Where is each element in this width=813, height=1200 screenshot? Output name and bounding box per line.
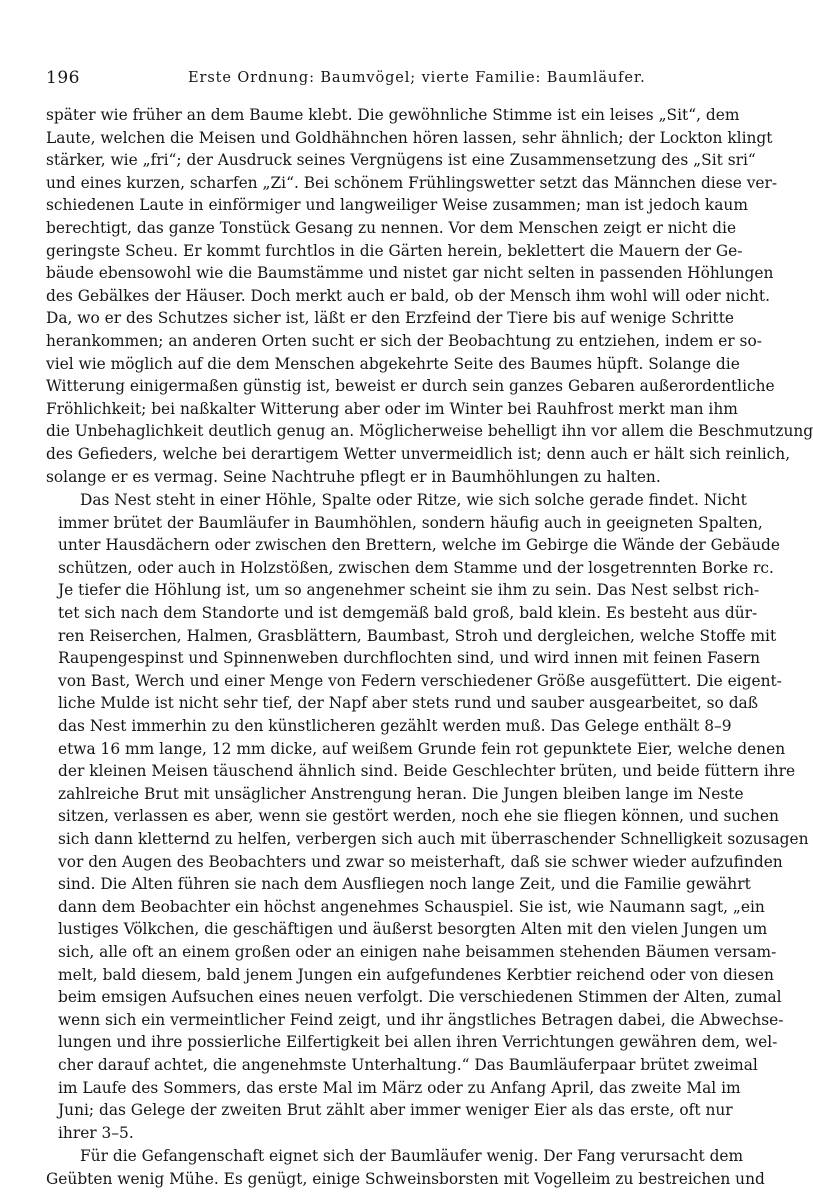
text-line: der kleinen Meisen täuschend ähnlich sind. Beide Geschlechter brüten, und beide füttern ihre bbox=[58, 762, 796, 781]
text-line: lustiges Völkchen, die geschäftigen und äußerst besorgten Alten mit den vielen Jungen um bbox=[58, 920, 768, 939]
text-line: später wie früher an dem Baume klebt. Die gewöhnliche Stimme ist ein leises „Sit“, dem bbox=[46, 106, 740, 124]
text-line: etwa 16 mm lange, 12 mm dicke, auf weißem Grunde fein rot gepunktete Eier, welche denen bbox=[58, 739, 786, 758]
text-line: Fröhlichkeit; bei naßkalter Witterung aber oder im Winter bei Rauhfrost merkt man ihm bbox=[46, 399, 738, 418]
text-line: beim emsigen Aufsuchen eines neuen verfolgt. Die verschiedenen Stimmen der Alten, zumal bbox=[58, 988, 782, 1007]
text-line: stärker, wie „fri“; der Ausdruck seines Vergnügens ist eine Zusammensetzung des „Sit sri“ bbox=[46, 151, 756, 170]
body-text bbox=[46, 104, 813, 1191]
text-line: des Gebälkes der Häuser. Doch merkt auch er bald, ob der Mensch ihm wohl will oder nicht. bbox=[46, 286, 771, 305]
text-line: von Bast, Werch und einer Menge von Federn verschiedener Größe ausgefüttert. Die eigent- bbox=[58, 671, 782, 690]
text-line: das Nest immerhin zu den künstlicheren gezählt werden muß. Das Gelege enthält 8–9 bbox=[58, 717, 732, 736]
text-line: schützen, oder auch in Holzstößen, zwischen dem Stamme und der losgetrennten Borke rc. bbox=[58, 558, 774, 577]
text-line: wenn sich ein vermeintlicher Feind zeigt, und ihr ängstliches Betragen dabei, die Abwechse- bbox=[58, 1010, 784, 1029]
text-line: Geübten wenig Mühe. Es genügt, einige Schweinsborsten mit Vogelleim zu bestreichen und bbox=[46, 1169, 765, 1188]
text-line: unter Hausdächern oder zwischen den Brettern, welche im Gebirge die Wände der Gebäude bbox=[58, 536, 780, 555]
text-line: vor den Augen des Beobachters und zwar so meisterhaft, daß sie schwer wieder aufzufinden bbox=[58, 852, 783, 871]
text-line: Für die Gefangenschaft eignet sich der Baumläufer wenig. Der Fang verursacht dem bbox=[80, 1147, 744, 1166]
text-line: cher darauf achtet, die angenehmste Unterhaltung.“ Das Baumläuferpaar brütet zweimal bbox=[58, 1055, 758, 1074]
paragraph-3 bbox=[46, 1145, 765, 1190]
text-line: ren Reiserchen, Halmen, Grasblättern, Baumbast, Stroh und dergleichen, welche Stoffe mit bbox=[58, 626, 777, 645]
paragraph-1 bbox=[46, 104, 813, 488]
text-line: lungen und ihre possierliche Eilfertigkeit bei allen ihren Verrichtungen gewähren dem, wel- bbox=[58, 1033, 778, 1052]
text-line: bäude ebensowohl wie die Baumstämme und nistet gar nicht selten in passenden Höhlungen bbox=[46, 264, 774, 283]
text-line: und eines kurzen, scharfen „Zi“. Bei schönem Frühlingswetter setzt das Männchen diese ver- bbox=[46, 173, 778, 192]
text-line: des Gefieders, welche bei derartigem Wetter unvermeidlich ist; denn auch er hält sich reinlich, bbox=[46, 444, 791, 463]
text-line: Raupengespinst und Spinnenweben durchflochten sind, und wird innen mit feinen Fasern bbox=[58, 649, 761, 668]
text-line: zahlreiche Brut mit unsäglicher Anstrengung heran. Die Jungen bleiben lange im Neste bbox=[58, 784, 744, 803]
text-line: melt, bald diesem, bald jenem Jungen ein aufgefundenes Kerbtier reichend oder von diesen bbox=[58, 965, 774, 984]
text-line: sitzen, verlassen es aber, wenn sie gestört werden, noch ehe sie fliegen können, und suchen bbox=[58, 807, 779, 826]
text-line: Je tiefer die Höhlung ist, um so angenehmer scheint sie ihm zu sein. Das Nest selbst rich- bbox=[58, 581, 760, 600]
text-line: dann dem Beobachter ein höchst angenehmes Schauspiel. Sie ist, wie Naumann sagt, „ein bbox=[58, 897, 765, 916]
text-line: sich, alle oft an einem großen oder an einigen nahe beisammen stehenden Bäumen versam- bbox=[58, 942, 777, 961]
text-line: Da, wo er des Schutzes sicher ist, läßt er den Erzfeind der Tiere bis auf wenige Schritte bbox=[46, 309, 734, 328]
text-line: berechtigt, das ganze Tonstück Gesang zu nennen. Vor dem Menschen zeigt er nicht die bbox=[46, 218, 737, 237]
text-line: Das Nest steht in einer Höhle, Spalte oder Ritze, wie sich solche gerade findet. Nicht bbox=[80, 491, 747, 510]
text-line: liche Mulde ist nicht sehr tief, der Napf aber stets rund und sauber ausgearbeitet, so daß bbox=[58, 694, 759, 713]
paragraph-2 bbox=[46, 489, 809, 1144]
text-line: im Laufe des Sommers, das erste Mal im März oder zu Anfang April, das zweite Mal im bbox=[58, 1078, 741, 1097]
page-header bbox=[46, 66, 710, 90]
text-line: die Unbehaglichkeit deutlich genug an. Möglicherweise behelligt ihn vor allem die Beschmutzung bbox=[46, 422, 813, 441]
text-line: immer brütet der Baumläufer in Baumhöhlen, sondern häufig auch in geeigneten Spalten, bbox=[58, 513, 763, 532]
text-line: solange er es vermag. Seine Nachtruhe pflegt er in Baumhöhlungen zu halten. bbox=[46, 467, 661, 486]
running-head: Erste Ordnung: Baumvögel; vierte Familie: Baumläufer. bbox=[188, 70, 646, 86]
text-line: ihrer 3–5. bbox=[58, 1123, 134, 1142]
text-line: herankommen; an anderen Orten sucht er sich der Beobachtung zu entziehen, indem er so- bbox=[46, 331, 762, 350]
text-line: Laute, welchen die Meisen und Goldhähnchen hören lassen, sehr ähnlich; der Lockton klingt bbox=[46, 128, 773, 147]
page-number: 196 bbox=[46, 68, 80, 88]
text-line: sich dann kletternd zu helfen, verbergen sich auch mit überraschender Schnelligkeit sozusagen bbox=[58, 830, 809, 848]
text-line: schiedenen Laute in einförmiger und langweiliger Weise zusammen; man ist jedoch kaum bbox=[46, 196, 748, 215]
text-line: Witterung einigermaßen günstig ist, beweist er durch sein ganzes Gebaren außerordentliche bbox=[46, 377, 775, 396]
text-line: sind. Die Alten führen sie nach dem Ausfliegen noch lange Zeit, und die Familie gewährt bbox=[58, 875, 751, 894]
text-line: viel wie möglich auf die dem Menschen abgekehrte Seite des Baumes hüpft. Solange die bbox=[46, 354, 740, 373]
text-line: tet sich nach dem Standorte und ist demgemäß bald groß, bald klein. Es besteht aus dür- bbox=[58, 604, 758, 623]
text-line: Juni; das Gelege der zweiten Brut zählt aber immer weniger Eier als das erste, oft nur bbox=[58, 1101, 733, 1120]
text-line: geringste Scheu. Er kommt furchtlos in die Gärten herein, beklettert die Mauern der Ge- bbox=[46, 241, 743, 260]
